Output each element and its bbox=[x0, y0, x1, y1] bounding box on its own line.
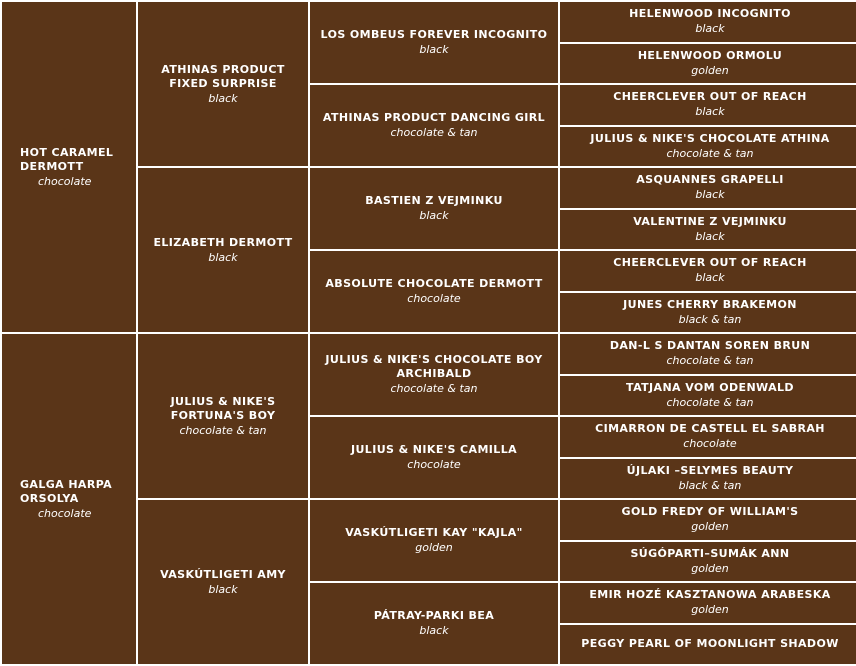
pedigree-cell-sss-dam bbox=[560, 44, 856, 84]
dog-name: CHEERCLEVER OUT OF REACH bbox=[613, 90, 807, 104]
dog-color: golden bbox=[415, 541, 453, 554]
pedigree-cell-sds-dam bbox=[560, 210, 856, 250]
dog-color: black bbox=[695, 188, 725, 202]
dog-color: chocolate & tan bbox=[666, 354, 754, 368]
dog-color: chocolate & tan bbox=[666, 395, 754, 409]
dog-color: black bbox=[695, 22, 725, 36]
dog-name: ATHINAS PRODUCT FIXED SURPRISE bbox=[161, 62, 285, 90]
pedigree-cell-ss-sire bbox=[310, 2, 558, 83]
dog-color: black & tan bbox=[678, 478, 742, 492]
dog-color: golden bbox=[691, 520, 729, 534]
pedigree-cell-dsd-sire bbox=[560, 417, 856, 457]
pedigree-cell-dds-dam bbox=[560, 542, 856, 582]
pedigree-cell-dam-dam bbox=[138, 500, 308, 664]
dog-color: chocolate & tan bbox=[666, 146, 754, 160]
pedigree-cell-sds-sire bbox=[560, 168, 856, 208]
pedigree-cell-ds-dam bbox=[310, 417, 558, 498]
pedigree-cell-dss-dam bbox=[560, 376, 856, 416]
dog-color: chocolate bbox=[407, 458, 461, 471]
dog-color: golden bbox=[691, 63, 729, 77]
dog-color: black bbox=[419, 43, 449, 56]
pedigree-cell-dd-sire bbox=[310, 500, 558, 581]
dog-color: black bbox=[419, 624, 449, 637]
dog-name: CHEERCLEVER OUT OF REACH bbox=[613, 256, 807, 270]
pedigree-cell-sdd-sire bbox=[560, 251, 856, 291]
dog-color: black bbox=[695, 271, 725, 285]
dog-name: EMIR HOZÉ KASZTANOWA ARABESKA bbox=[589, 588, 831, 602]
dog-name: PEGGY PEARL OF MOONLIGHT SHADOW bbox=[581, 637, 839, 651]
dog-name: GOLD FREDY OF WILLIAM'S bbox=[621, 505, 799, 519]
dog-name: GALGA HARPA ORSOLYA bbox=[20, 477, 113, 505]
dog-name: ASQUANNES GRAPELLI bbox=[636, 173, 784, 187]
dog-name: ÚJLAKI –SELYMES BEAUTY bbox=[626, 463, 794, 477]
pedigree-cell-sire bbox=[2, 2, 136, 332]
dog-color: black bbox=[695, 105, 725, 119]
pedigree-cell-sd-dam bbox=[310, 251, 558, 332]
pedigree-cell-dam bbox=[2, 334, 136, 664]
dog-name: HELENWOOD INCOGNITO bbox=[629, 7, 791, 21]
pedigree-cell-sire-dam bbox=[138, 168, 308, 332]
dog-name: VASKÚTLIGETI AMY bbox=[160, 567, 286, 581]
dog-name: ATHINAS PRODUCT DANCING GIRL bbox=[322, 111, 546, 124]
dog-name: JUNES CHERRY BRAKEMON bbox=[623, 297, 797, 311]
pedigree-cell-sdd-dam bbox=[560, 293, 856, 333]
dog-color: golden bbox=[691, 561, 729, 575]
dog-color: black bbox=[695, 229, 725, 243]
dog-name: JULIUS & NIKE'S CAMILLA bbox=[350, 443, 518, 456]
dog-name: JULIUS & NIKE'S CHOCOLATE ATHINA bbox=[590, 131, 830, 145]
pedigree-cell-ddd-sire bbox=[560, 583, 856, 623]
dog-color: black bbox=[419, 209, 449, 222]
dog-name: PÁTRAY-PARKI BEA bbox=[373, 609, 495, 622]
dog-name: LOS OMBEUS FOREVER INCOGNITO bbox=[320, 28, 548, 41]
pedigree-cell-dss-sire bbox=[560, 334, 856, 374]
dog-color: black & tan bbox=[678, 312, 742, 326]
pedigree-cell-sd-sire bbox=[310, 168, 558, 249]
dog-name: JULIUS & NIKE'S FORTUNA'S BOY bbox=[170, 394, 276, 422]
dog-name: SÚGÓPARTI–SUMÁK ANN bbox=[630, 546, 790, 560]
dog-name: ELIZABETH DERMOTT bbox=[153, 235, 293, 249]
pedigree-cell-dsd-dam bbox=[560, 459, 856, 499]
dog-color: chocolate bbox=[407, 292, 461, 305]
pedigree-cell-sire-sire bbox=[138, 2, 308, 166]
dog-name: ABSOLUTE CHOCOLATE DERMOTT bbox=[325, 277, 543, 290]
dog-color: chocolate & tan bbox=[390, 126, 478, 139]
dog-color: chocolate bbox=[38, 506, 92, 520]
dog-name: HOT CARAMEL DERMOTT bbox=[20, 145, 114, 173]
dog-name: DAN-L S DANTAN SOREN BRUN bbox=[609, 339, 811, 353]
dog-name: TATJANA VOM ODENWALD bbox=[626, 380, 794, 394]
pedigree-cell-ss-dam bbox=[310, 85, 558, 166]
pedigree-cell-sss-sire bbox=[560, 2, 856, 42]
dog-color: chocolate & tan bbox=[179, 423, 267, 437]
dog-color: chocolate & tan bbox=[390, 382, 478, 395]
pedigree-cell-ds-sire bbox=[310, 334, 558, 415]
dog-color: chocolate bbox=[38, 174, 92, 188]
pedigree-cell-ddd-dam bbox=[560, 625, 856, 665]
dog-color: black bbox=[208, 250, 238, 264]
pedigree-cell-ssd-sire bbox=[560, 85, 856, 125]
dog-color: black bbox=[208, 582, 238, 596]
dog-name: VALENTINE Z VEJMINKU bbox=[633, 214, 787, 228]
dog-name: JULIUS & NIKE'S CHOCOLATE BOY ARCHIBALD bbox=[325, 353, 543, 380]
dog-name: BASTIEN Z VEJMINKU bbox=[365, 194, 503, 207]
dog-color: golden bbox=[691, 603, 729, 617]
pedigree-cell-dd-dam bbox=[310, 583, 558, 664]
dog-color: black bbox=[208, 91, 238, 105]
dog-color: chocolate bbox=[683, 437, 737, 451]
dog-name: VASKÚTLIGETI KAY "KAJLA" bbox=[345, 526, 523, 539]
dog-name: HELENWOOD ORMOLU bbox=[637, 48, 783, 62]
pedigree-cell-dam-sire bbox=[138, 334, 308, 498]
dog-name: CIMARRON DE CASTELL EL SABRAH bbox=[595, 422, 825, 436]
pedigree-cell-ssd-dam bbox=[560, 127, 856, 167]
pedigree-cell-dds-sire bbox=[560, 500, 856, 540]
